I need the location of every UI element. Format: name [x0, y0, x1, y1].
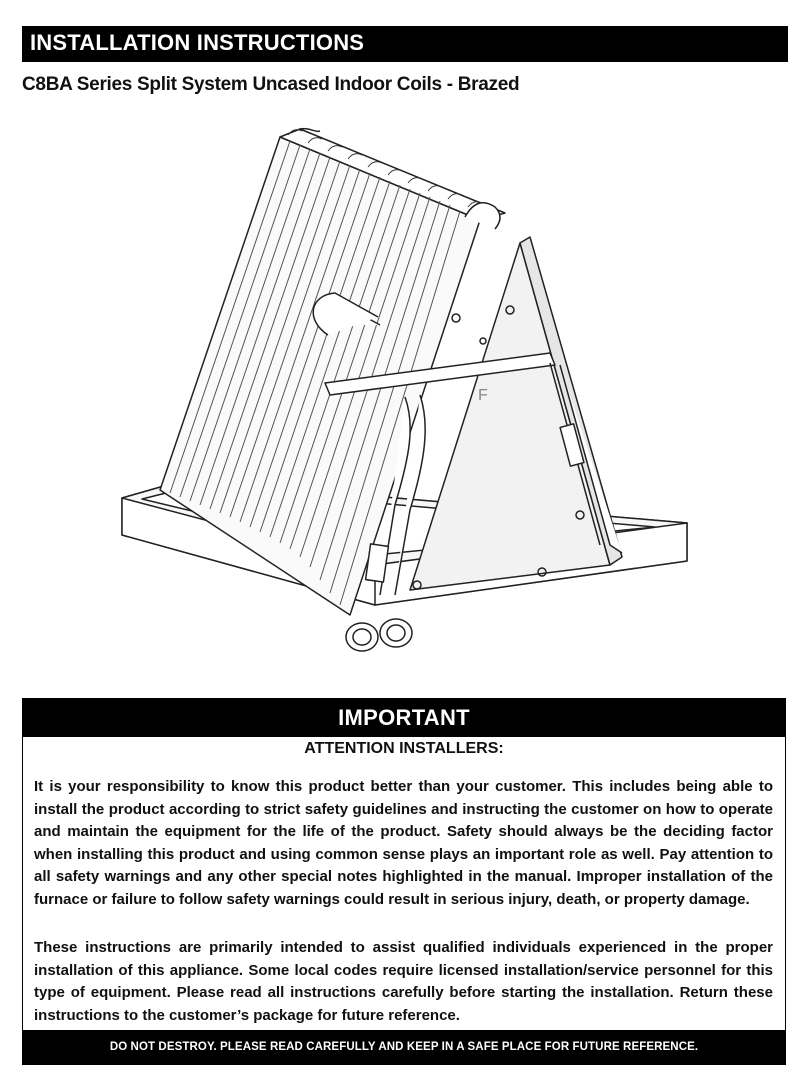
outlet-ports — [346, 619, 412, 651]
product-subtitle: C8BA Series Split System Uncased Indoor Coils - Brazed — [22, 74, 520, 95]
header-bar — [22, 26, 788, 62]
important-notice — [22, 698, 786, 1065]
responsibility-paragraph: It is your responsibility to know this product better than your customer. This includes being able to install the product according to strict safety guidelines and instructing the customer on how to operate and maintain the equipment for the life of the product. Safety should always be the deciding factor when installing this product and using common sense plays an important role as well. Pay attention to all safety warnings and any other special notes highlighted in the manual. Improper installation of the furnace or failure to follow safety warnings could result in serious injury, death, or property damage. — [34, 778, 773, 908]
panel-letter: F — [478, 387, 488, 404]
indoor-coil-illustration — [110, 125, 700, 685]
footer-warning: DO NOT DESTROY. PLEASE READ CAREFULLY AND KEEP IN A SAFE PLACE FOR FUTURE REFERENCE. — [109, 1041, 699, 1053]
important-header — [23, 699, 785, 737]
important-title: IMPORTANT — [338, 705, 470, 730]
attention-heading: ATTENTION INSTALLERS: — [304, 740, 504, 757]
footer-bar — [23, 1030, 785, 1064]
document-title: INSTALLATION INSTRUCTIONS — [30, 30, 365, 55]
qualified-installer-paragraph: These instructions are primarily intended to assist qualified individuals experienced in the proper installation of this appliance. Some local codes require licensed installation/service personnel for this type of equipment. Please read all instructions carefully before starting the installation. Return these instructions to the customer’s package for future reference. — [34, 939, 773, 1024]
